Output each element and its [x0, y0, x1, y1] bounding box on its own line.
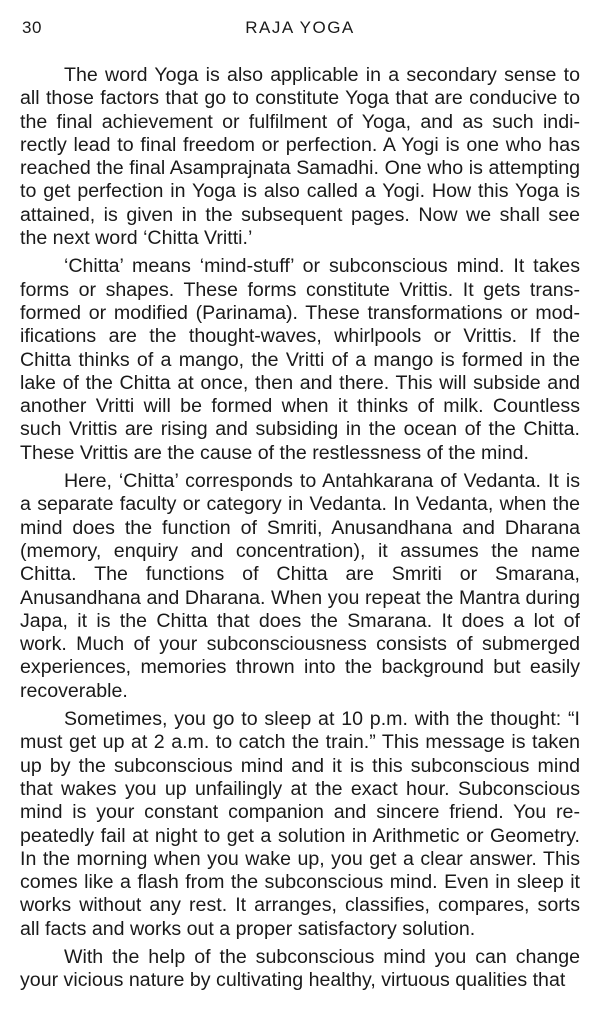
- page-header: [22, 18, 578, 42]
- paragraph: Sometimes, you go to sleep at 10 p.m. with the thought: “I must get up at 2 a.m. to catch the train.” This message is taken up by the subconscious mind and it is this subconscious mind that wakes you up unfailingly at the exact hour. Subconscious mind is your constant companion and sincere friend. You repeatedly fail at night to get a solution in Arithmetic or Geometry. In the morning when you wake up, you get a clear answer. This comes like a flash from the subconscious mind. Even in sleep it works without any rest. It arranges, classifies, compares, sorts all facts and works out a proper satisfactory solution.: [20, 708, 580, 940]
- body-text: [20, 64, 580, 998]
- paragraph: The word Yoga is also applicable in a secondary sense to all those factors that go to constitute Yoga that are conducive to the final achievement or fulfilment of Yoga, and as such indirectly lead to final freedom or perfection. A Yogi is one who has reached the final Asamprajnata Samadhi. One who is attempting to get perfection in Yoga is also called a Yogi. How this Yoga is attained, is given in the subsequent pages. Now we shall see the next word ‘Chitta Vritti.’: [20, 64, 580, 250]
- paragraph: Here, ‘Chitta’ corresponds to Antahkarana of Vedanta. It is a separate faculty or category in Vedanta. In Vedanta, when the mind does the function of Smriti, Anusandhana and Dharana (memory, enquiry and concentration), it assumes the name Chitta. The functions of Chitta are Smriti or Smarana, Anusandhana and Dharana. When you repeat the Mantra during Japa, it is the Chitta that does the Smarana. It does a lot of work. Much of your subconsciousness consists of submerged experiences, memories thrown into the background but easily recoverable.: [20, 470, 580, 702]
- running-head: RAJA YOGA: [245, 18, 355, 37]
- paragraph: With the help of the subconscious mind you can change your vicious nature by cultivating healthy, virtuous qualities that: [20, 945, 580, 992]
- page-number: 30: [22, 18, 42, 37]
- paragraph: ‘Chitta’ means ‘mind-stuff’ or subconscious mind. It takes forms or shapes. These forms constitute Vrittis. It gets transformed or modified (Parinama). These transformations or modifications are the thought-waves, whirlpools or Vrittis. If the Chitta thinks of a mango, the Vritti of a mango is formed in the lake of the Chitta at once, then and there. This will subside and another Vritti will be formed when it thinks of milk. Countless such Vrittis are rising and subsiding in the ocean of the Chitta. These Vrittis are the cause of the restlessness of the mind.: [20, 255, 580, 464]
